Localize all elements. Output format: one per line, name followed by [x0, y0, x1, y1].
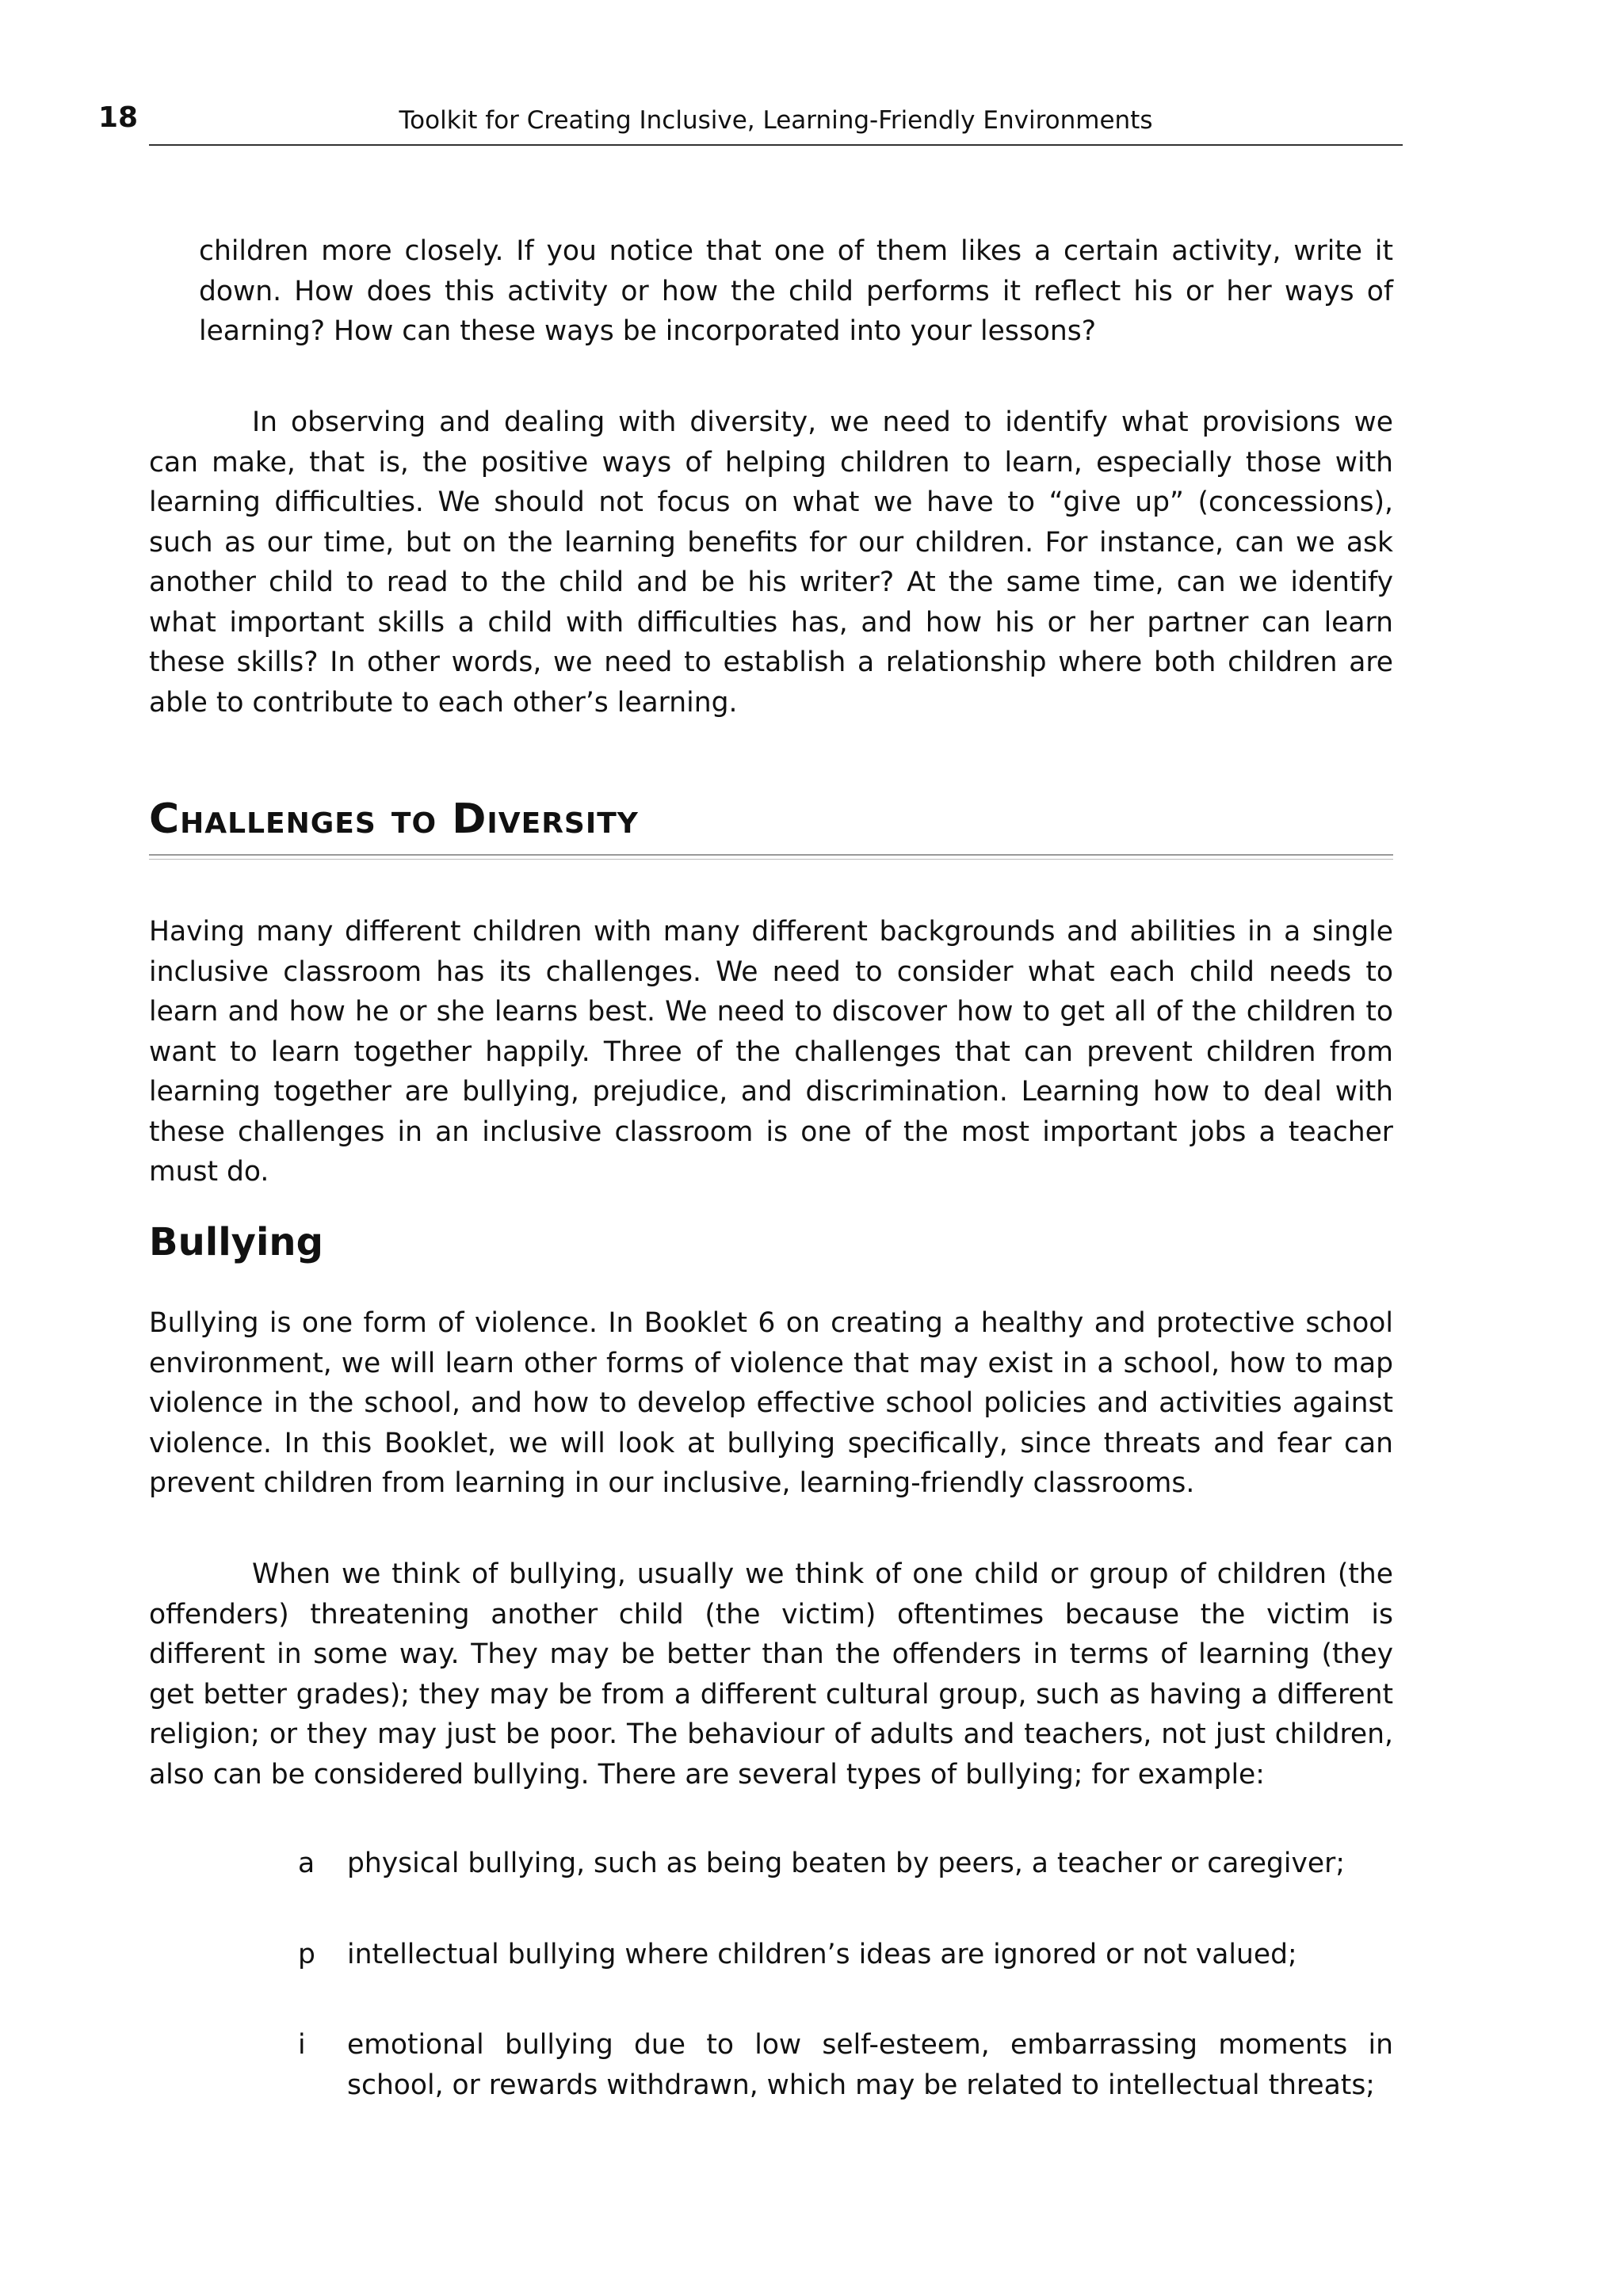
bullying-paragraph-1: Bullying is one form of violence. In Booklet 6 on creating a healthy and protective school environment, we will learn other forms of violence that may exist in a school, how to map violence in the school, and how to develop effective school policies and activities against violence. In this Booklet, we will look at bullying specifically, since threats and fear can prevent children from learning in our inclusive, learning-friendly classrooms.: [149, 1307, 1393, 1499]
list-item-text: emotional bullying due to low self-esteem, embarrassing moments in school, or rewards withdrawn, which may be related to intellectual threats;: [347, 2029, 1393, 2101]
diversity-provisions-paragraph: In observing and dealing with diversity, we need to identify what provisions we can make, that is, the positive ways of helping children to learn, especially those with learning difficulties. We should not focus on what we have to “give up” (concessions), such as our time, but on the learning benefits for our children. For instance, can we ask another child to read to the child and be his writer? At the same time, can we identify what important skills a child with difficulties has, and how his or her partner can learn these skills? In other words, we need to establish a relationship where both children are able to contribute to each other’s learning.: [149, 406, 1393, 719]
section-divider: [149, 854, 1393, 856]
header-divider: [149, 144, 1403, 146]
challenges-intro-paragraph: Having many different children with many different backgrounds and abilities in a single inclusive classroom has its challenges. We need to consider what each child needs to learn and how he or she learns best. We need to discover how to get all of the children to want to learn together happily. Three of the challenges that can prevent children from learning together are bullying, prejudice, and discrimination. Learning how to deal with these challenges in an inclusive classroom is one of the most important jobs a teacher must do.: [149, 916, 1393, 1188]
page-number: 18: [98, 101, 139, 134]
running-header: Toolkit for Creating Inclusive, Learning-Friendly Environments: [399, 106, 1153, 135]
list-marker: p: [298, 1939, 315, 1970]
section-divider-secondary: [149, 859, 1393, 860]
continued-paragraph: children more closely. If you notice that one of them likes a certain activity, write it down. How does this activity or how the child performs it reflect his or her ways of learning? How can these ways be incorporated into your lessons?: [199, 235, 1393, 347]
list-marker: a: [298, 1848, 315, 1879]
list-marker: i: [298, 2029, 306, 2061]
bullying-heading: Bullying: [149, 1220, 323, 1264]
list-item-text: physical bullying, such as being beaten by peers, a teacher or caregiver;: [347, 1848, 1345, 1879]
section-title: Challenges to Diversity: [149, 795, 639, 843]
bullying-paragraph-2: When we think of bullying, usually we think of one child or group of children (the offenders) threatening another child (the victim) oftentimes because the victim is different in some way. They may be better than the offenders in terms of learning (they get better grades); they may be from a different cultural group, such as having a different religion; or they may just be poor. The behaviour of adults and teachers, not just children, also can be considered bullying. There are several types of bullying; for example:: [149, 1558, 1393, 1791]
list-item-text: intellectual bullying where children’s ideas are ignored or not valued;: [347, 1939, 1297, 1970]
